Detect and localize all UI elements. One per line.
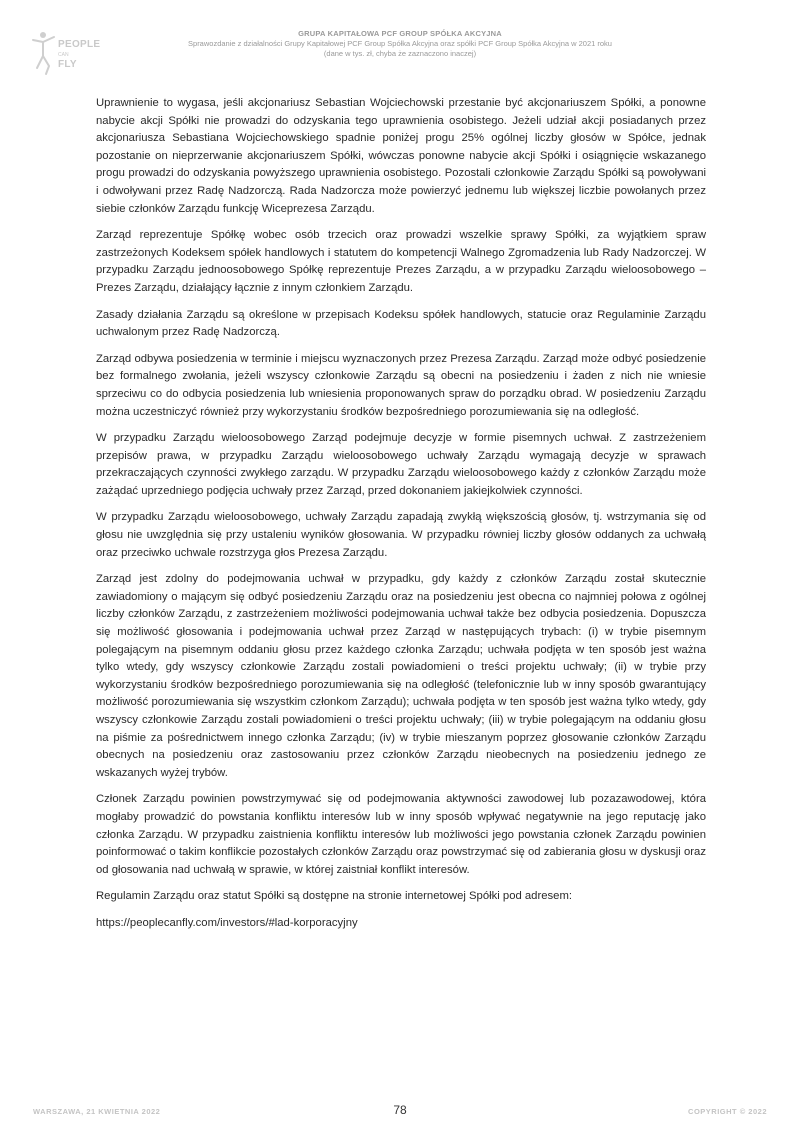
page-header <box>0 29 800 59</box>
paragraph: Zarząd jest zdolny do podejmowania uchwał w przypadku, gdy każdy z członków Zarządu został skutecznie zawiadomiony o mającym się odbyć posiedzeniu Zarządu oraz na posiedzeniu jest obecna co najmniej połowa z ogólnej liczby członków Zarządu, z zastrzeżeniem możliwości podejmowania uchwał także bez odbycia posiedzenia. Dopuszcza się możliwość głosowania i podejmowania uchwał przez Zarząd w następujących trybach: (i) w trybie pisemnym polegającym na pisemnym oddaniu głosu przez każdego członka Zarządu; uchwała podjęta w ten sposób jest ważna tylko wtedy, gdy wszyscy członkowie Zarządu zostali powiadomieni o treści projektu uchwały; (ii) w trybie przy wykorzystaniu środków bezpośredniego porozumiewania się na odległość (telefonicznie lub w inny sposób gwarantujący możliwość porozumiewania się wszystkim członkom Zarządu); uchwała podjęta w ten sposób jest ważna tylko wtedy, gdy wszyscy członkowie Zarządu zostali powiadomieni o treści projektu uchwały; (iii) w trybie polegającym na oddaniu głosu na piśmie za pośrednictwem innego członka Zarządu; (iv) w trybie mieszanym poprzez głosowanie członków Zarządu obecnych na posiedzeniu oraz zastosowaniu przez członków Zarządu nieobecnych na posiedzeniu jednego ze wskazanych wyżej trybów. <box>96 573 706 779</box>
logo-text-people: PEOPLE <box>58 39 101 50</box>
footer-copyright: COPYRIGHT © 2022 <box>688 1107 767 1116</box>
paragraph: Zarząd reprezentuje Spółkę wobec osób trzecich oraz prowadzi wszelkie sprawy Spółki, za wyjątkiem spraw zastrzeżonych Kodeksem spółek handlowych i statutem do kompetencji Walnego Zgromadzenia lub Rady Nadzorczej. W przypadku Zarządu jednoosobowego Spółkę reprezentuje Prezes Zarządu, a w przypadku Zarządu wieloosobowego – Prezes Zarządu, działający łącznie z innym członkiem Zarządu. <box>96 229 706 294</box>
paragraph: Członek Zarządu powinien powstrzymywać się od podejmowania aktywności zawodowej lub pozazawodowej, która mogłaby prowadzić do powstania konfliktu interesów lub w inny sposób wpływać negatywnie na jego reputację jako członka Zarządu. W przypadku zaistnienia konfliktu interesów lub możliwości jego powstania członek Zarządu powinien poinformować o takim konflikcie pozostałych członków Zarządu oraz powstrzymać się od zabierania głosu w dyskusji oraz od głosowania nad uchwałą w sprawie, w której zaistniał konflikt interesów. <box>96 793 706 876</box>
paragraph: W przypadku Zarządu wieloosobowego, uchwały Zarządu zapadają zwykłą większością głosów, tj. wstrzymania się od głosu nie uwzględnia się przy ustaleniu wyników głosowania. W przypadku równiej liczby głosów oddanych za uchwałą oraz przeciwko uchwale rozstrzyga głos Prezesa Zarządu. <box>96 511 706 559</box>
company-name: GRUPA KAPITAŁOWA PCF GROUP SPÓŁKA AKCYJNA <box>298 29 502 38</box>
page-number: 78 <box>393 1103 407 1117</box>
logo-text-fly: FLY <box>58 59 77 70</box>
paragraph: Regulamin Zarządu oraz statut Spółki są dostępne na stronie internetowej Spółki pod adresem: <box>96 890 572 903</box>
website-link[interactable]: https://peoplecanfly.com/investors/#lad-korporacyjny <box>96 916 358 929</box>
document-body <box>96 95 706 933</box>
logo-text-can: CAN <box>58 52 69 58</box>
paragraph: Uprawnienie to wygasa, jeśli akcjonariusz Sebastian Wojciechowski przestanie być akcjonariuszem Spółki, a ponowne nabycie akcji Spółki nie prowadzi do odzyskania tego uprawnienia osobistego. Jeżeli udział akcji posiadanych przez akcjonariusza Sebastiana Wojciechowskiego spadnie poniżej progu 25% ogólnej liczby głosów w Spółce, jednak pozostanie on nieprzerwanie akcjonariuszem Spółki, wówczas ponowne nabycie akcji Spółki i osiągnięcie wskazanego progu prowadzi do odzyskania powyższego uprawnienia osobistego. Pozostali członkowie Zarządu Spółki są powoływani i odwoływani przez Radę Nadzorczą. Rada Nadzorcza może powierzyć jednemu lub większej liczbie powołanych przez siebie członków Zarządu funkcję Wiceprezesa Zarządu. <box>96 97 706 215</box>
paragraph: W przypadku Zarządu wieloosobowego Zarząd podejmuje decyzje w formie pisemnych uchwał. Z zastrzeżeniem przepisów prawa, w przypadku Zarządu wieloosobowego uchwały Zarządu wymagają decyzje w sprawach przekraczających czynności zwykłego zarządu. W przypadku Zarządu wieloosobowego każdy z członków Zarządu może zażądać uprzedniego podjęcia uchwały przez Zarząd, przed dokonaniem jakiejkolwiek czynności. <box>96 432 706 497</box>
page-footer <box>0 1103 800 1123</box>
footer-location-date: WARSZAWA, 21 KWIETNIA 2022 <box>33 1107 161 1116</box>
units-note: (dane w tys. zł, chyba że zaznaczono inaczej) <box>323 49 477 58</box>
report-subtitle: Sprawozdanie z działalności Grupy Kapitałowej PCF Group Spółka Akcyjna oraz spółki PCF Group Spółka Akcyjna w 2021 roku <box>188 39 612 48</box>
paragraph: Zasady działania Zarządu są określone w przepisach Kodeksu spółek handlowych, statucie oraz Regulaminie Zarządu uchwalonym przez Radę Nadzorczą. <box>96 308 706 339</box>
paragraph: Zarząd odbywa posiedzenia w terminie i miejscu wyznaczonych przez Prezesa Zarządu. Zarząd może odbyć posiedzenie bez formalnego zwołania, jeżeli wszyscy członkowie Zarządu są obecni na posiedzeniu i żaden z nich nie wniesie sprzeciwu co do odbycia posiedzenia lub wniesienia proponowanych spraw do porządku obrad. W posiedzeniu Zarządu można uczestniczyć również przy wykorzystaniu środków bezpośredniego porozumiewania się na odległość. <box>96 352 706 418</box>
